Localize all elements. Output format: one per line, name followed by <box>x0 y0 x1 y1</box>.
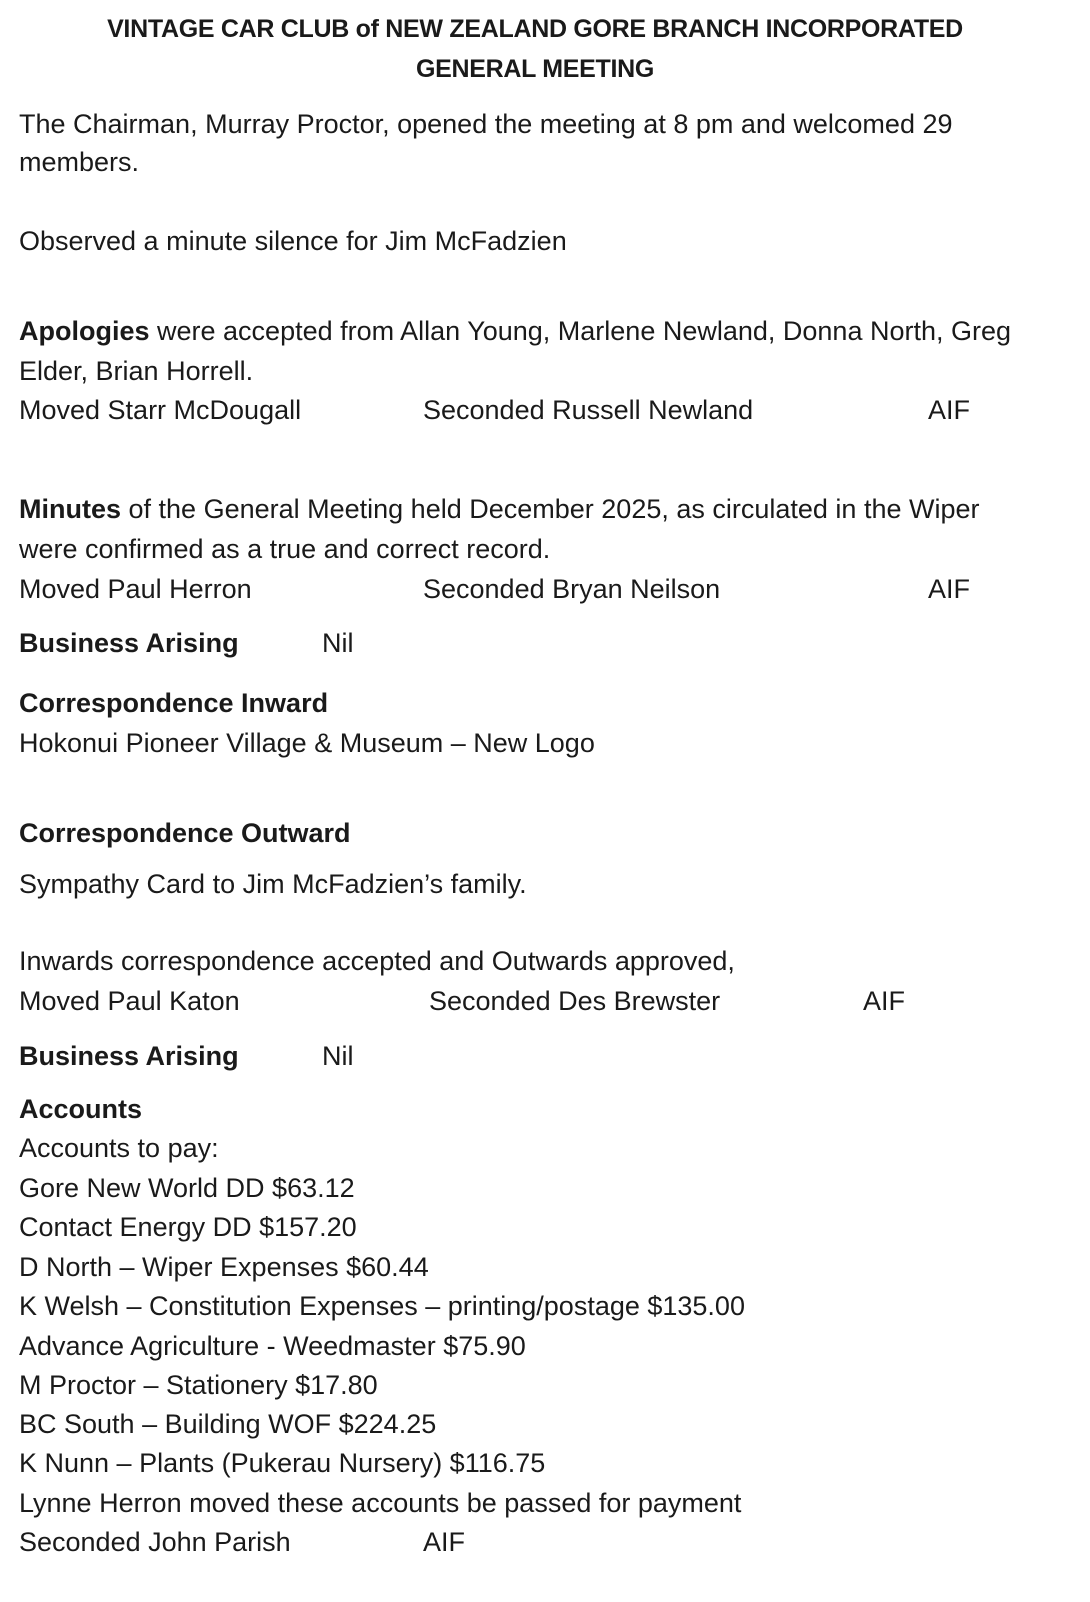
account-item: M Proctor – Stationery $17.80 <box>19 1370 378 1400</box>
correspondence-motion: Inwards correspondence accepted and Outwards approved, <box>19 946 735 976</box>
opening-line-2: members. <box>19 147 140 177</box>
apologies-result: AIF <box>928 395 971 425</box>
minutes-seconded: Seconded Bryan Neilson <box>423 574 721 604</box>
accounts-seconded: Seconded John Parish <box>19 1527 291 1557</box>
correspondence-moved: Moved Paul Katon <box>19 986 240 1016</box>
accounts-result: AIF <box>423 1527 466 1557</box>
opening-line-1: The Chairman, Murray Proctor, opened the meeting at 8 pm and welcomed 29 <box>19 109 953 139</box>
correspondence-outward-item: Sympathy Card to Jim McFadzien’s family. <box>19 869 527 899</box>
business-arising-value: Nil <box>322 628 354 658</box>
business-arising-value: Nil <box>322 1041 354 1071</box>
apologies-moved: Moved Starr McDougall <box>19 395 302 425</box>
minutes-moved: Moved Paul Herron <box>19 574 252 604</box>
apologies-text-1: were accepted from Allan Young, Marlene Newland, Donna North, Greg <box>149 316 1012 346</box>
apologies-seconded: Seconded Russell Newland <box>423 395 754 425</box>
minutes-heading: Minutes <box>19 494 122 524</box>
minutes-line-1 <box>19 493 979 525</box>
account-item: K Nunn – Plants (Pukerau Nursery) $116.75 <box>19 1448 546 1478</box>
account-item: K Welsh – Constitution Expenses – printing/postage $135.00 <box>19 1291 745 1321</box>
accounts-motion: Lynne Herron moved these accounts be passed for payment <box>19 1488 742 1518</box>
correspondence-inward-item: Hokonui Pioneer Village & Museum – New Logo <box>19 728 595 758</box>
apologies-line-2: Elder, Brian Horrell. <box>19 356 254 386</box>
business-arising-heading: Business Arising <box>19 1041 239 1071</box>
document-title: VINTAGE CAR CLUB of NEW ZEALAND GORE BRANCH INCORPORATED <box>107 15 963 43</box>
account-item: BC South – Building WOF $224.25 <box>19 1409 437 1439</box>
account-item: Gore New World DD $63.12 <box>19 1173 355 1203</box>
correspondence-result: AIF <box>863 986 906 1016</box>
silence-line: Observed a minute silence for Jim McFadzien <box>19 226 567 256</box>
accounts-heading: Accounts <box>19 1094 143 1124</box>
minutes-text-1: of the General Meeting held December 2025, as circulated in the Wiper <box>121 494 980 524</box>
apologies-heading: Apologies <box>19 316 150 346</box>
correspondence-outward-heading: Correspondence Outward <box>19 818 351 848</box>
correspondence-seconded: Seconded Des Brewster <box>429 986 721 1016</box>
document-subtitle: GENERAL MEETING <box>415 55 655 83</box>
minutes-line-2: were confirmed as a true and correct record. <box>19 534 551 564</box>
business-arising-heading: Business Arising <box>19 628 239 658</box>
account-item: Contact Energy DD $157.20 <box>19 1212 357 1242</box>
minutes-result: AIF <box>928 574 971 604</box>
correspondence-inward-heading: Correspondence Inward <box>19 688 329 718</box>
account-item: D North – Wiper Expenses $60.44 <box>19 1252 429 1282</box>
accounts-intro: Accounts to pay: <box>19 1133 219 1163</box>
account-item: Advance Agriculture - Weedmaster $75.90 <box>19 1331 526 1361</box>
apologies-line-1 <box>19 315 1011 347</box>
